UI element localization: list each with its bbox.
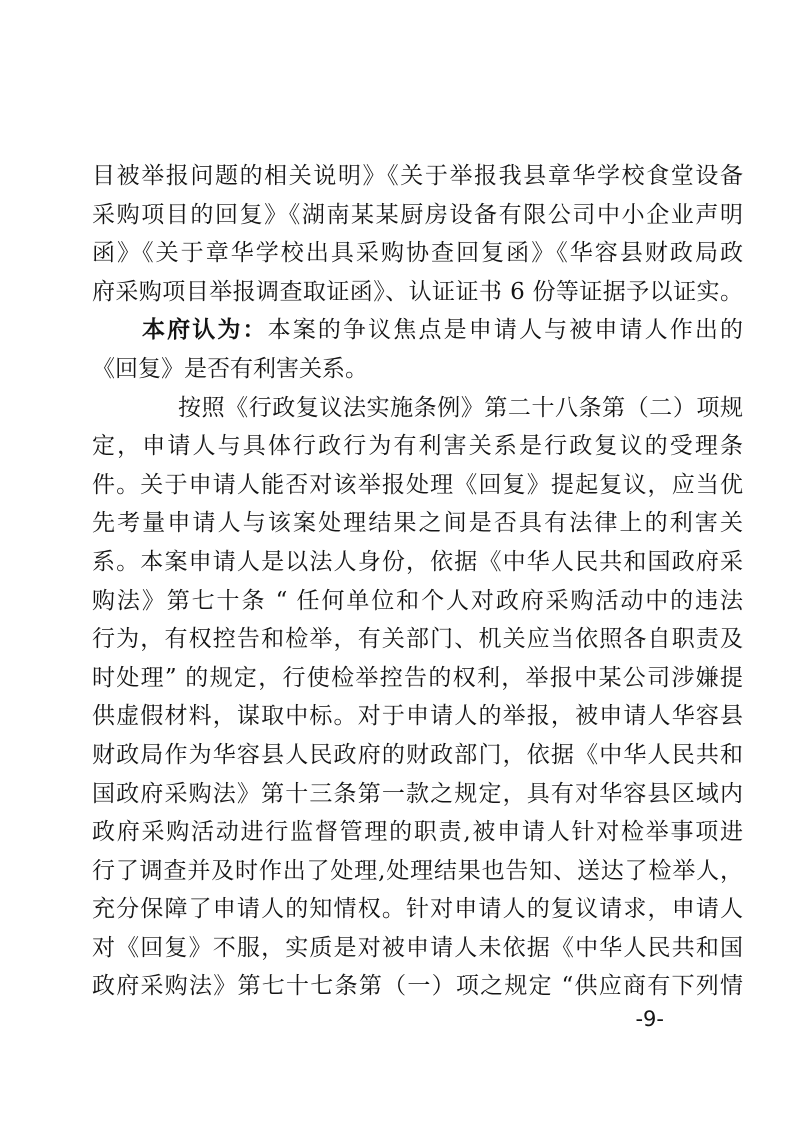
bold-lead-text: 本府认为： xyxy=(142,316,268,344)
text-line: 政府采购活动进行监督管理的职责,被申请人针对检举事项进 xyxy=(92,819,743,846)
text-line: 先考量申请人与该案处理结果之间是否具有法律上的利害关 xyxy=(92,510,743,537)
text-line: 充分保障了申请人的知情权。针对申请人的复议请求，申请人 xyxy=(92,896,743,923)
text-line: 府采购项目举报调查取证函》、认证证书 6 份等证据予以证实。 xyxy=(92,278,743,305)
text-line-paragraph-start: 按照《行政复议法实施条例》第二十八条第（二）项规 xyxy=(178,394,743,421)
text-line: 供虚假材料，谋取中标。对于申请人的举报，被申请人华容县 xyxy=(92,703,743,730)
text-line: 行了调查并及时作出了处理,处理结果也告知、送达了检举人， xyxy=(92,857,743,884)
text-line: 函》《关于章华学校出具采购协查回复函》《华容县财政局政 xyxy=(92,240,743,267)
text-span: 本案的争议焦点是申请人与被申请人作出的 xyxy=(267,317,743,344)
text-line-holding-paragraph-start xyxy=(92,311,743,350)
text-line: 目被举报问题的相关说明》《关于举报我县章华学校食堂设备 xyxy=(92,163,743,189)
text-line: 购法》第七十条 “ 任何单位和个人对政府采购活动中的违法 xyxy=(92,587,743,614)
text-line: 对《回复》不服，实质是对被申请人未依据《中华人民共和国 xyxy=(92,934,743,961)
text-line: 系。本案申请人是以法人身份，依据《中华人民共和国政府采 xyxy=(92,548,743,575)
text-line: 《回复》是否有利害关系。 xyxy=(92,355,368,382)
text-line: 国政府采购法》第十三条第一款之规定，具有对华容县区域内 xyxy=(92,780,743,807)
text-line: 件。关于申请人能否对该举报处理《回复》提起复议，应当优 xyxy=(92,471,743,498)
page-number: -9- xyxy=(635,1007,664,1031)
text-line: 行为，有权控告和检举，有关部门、机关应当依照各自职责及 xyxy=(92,626,743,653)
text-line: 政府采购法》第七十七条第（一）项之规定 “供应商有下列情 xyxy=(92,973,743,1000)
text-line: 时处理” 的规定，行使检举控告的权利，举报中某公司涉嫌提 xyxy=(92,664,743,691)
text-line: 定，申请人与具体行政行为有利害关系是行政复议的受理条 xyxy=(92,433,743,460)
text-line: 财政局作为华容县人民政府的财政部门，依据《中华人民共和 xyxy=(92,741,743,768)
text-line: 采购项目的回复》《湖南某某厨房设备有限公司中小企业声明 xyxy=(92,201,743,228)
document-body xyxy=(92,157,743,1006)
